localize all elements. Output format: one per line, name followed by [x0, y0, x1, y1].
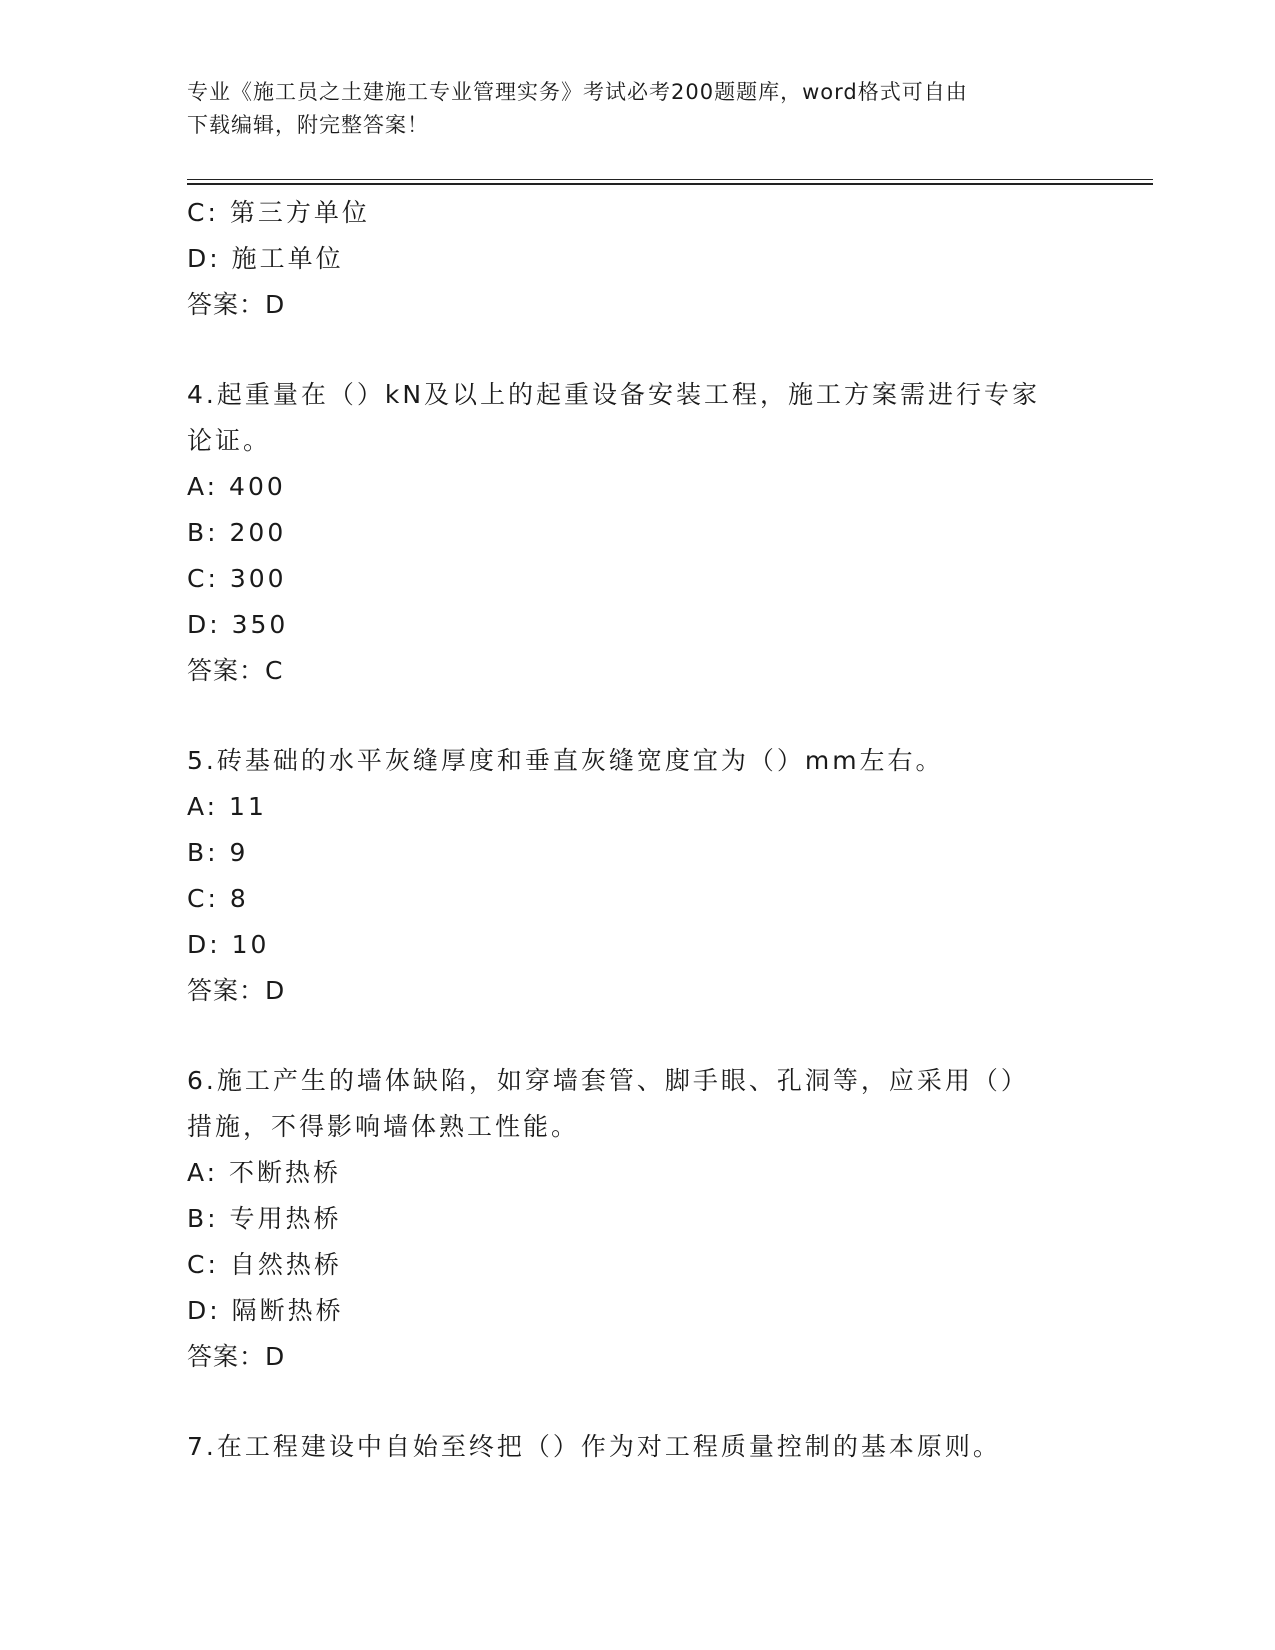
option-b: B: 专用热桥 [187, 1204, 342, 1233]
option-b: B: 200 [187, 518, 287, 547]
question-stem-continued: 措施，不得影响墙体熟工性能。 [187, 1112, 580, 1141]
answer-label: 答案：D [187, 1342, 286, 1371]
option-a: A: 400 [187, 472, 286, 501]
answer-label: 答案：D [187, 976, 286, 1005]
answer-label: 答案：C [187, 656, 284, 685]
option-c: C: 8 [187, 884, 249, 913]
question-stem-continued: 论证。 [187, 426, 272, 455]
option-c: C: 自然热桥 [187, 1250, 342, 1279]
question-stem: 4.起重量在（）kN及以上的起重设备安装工程，施工方案需进行专家 [187, 380, 1041, 409]
question-block-4 [187, 372, 1153, 694]
option-a: A: 11 [187, 792, 267, 821]
option-a: A: 不断热桥 [187, 1158, 342, 1187]
document-header-line-2: 下载编辑，附完整答案！ [187, 113, 429, 137]
option-c: C: 第三方单位 [187, 198, 370, 227]
question-list [187, 190, 1153, 1470]
option-d: D: 10 [187, 930, 270, 959]
answer-label: 答案：D [187, 290, 286, 319]
question-block-3 [187, 190, 1153, 328]
header-divider-thin [187, 179, 1153, 180]
question-block-6 [187, 1058, 1153, 1380]
question-block-5 [187, 738, 1153, 1014]
option-d: D: 350 [187, 610, 289, 639]
option-d: D: 施工单位 [187, 244, 344, 273]
option-c: C: 300 [187, 564, 287, 593]
option-d: D: 隔断热桥 [187, 1296, 344, 1325]
header-divider-thick [187, 183, 1153, 185]
question-stem: 7.在工程建设中自始至终把（）作为对工程质量控制的基本原则。 [187, 1432, 1001, 1461]
document-header-line-1: 专业《施工员之土建施工专业管理实务》考试必考200题题库，word格式可自由 [187, 80, 968, 104]
question-block-7 [187, 1424, 1153, 1470]
option-b: B: 9 [187, 838, 249, 867]
question-stem: 5.砖基础的水平灰缝厚度和垂直灰缝宽度宜为（）mm左右。 [187, 746, 944, 775]
question-stem: 6.施工产生的墙体缺陷，如穿墙套管、脚手眼、孔洞等，应采用（） [187, 1066, 1029, 1095]
